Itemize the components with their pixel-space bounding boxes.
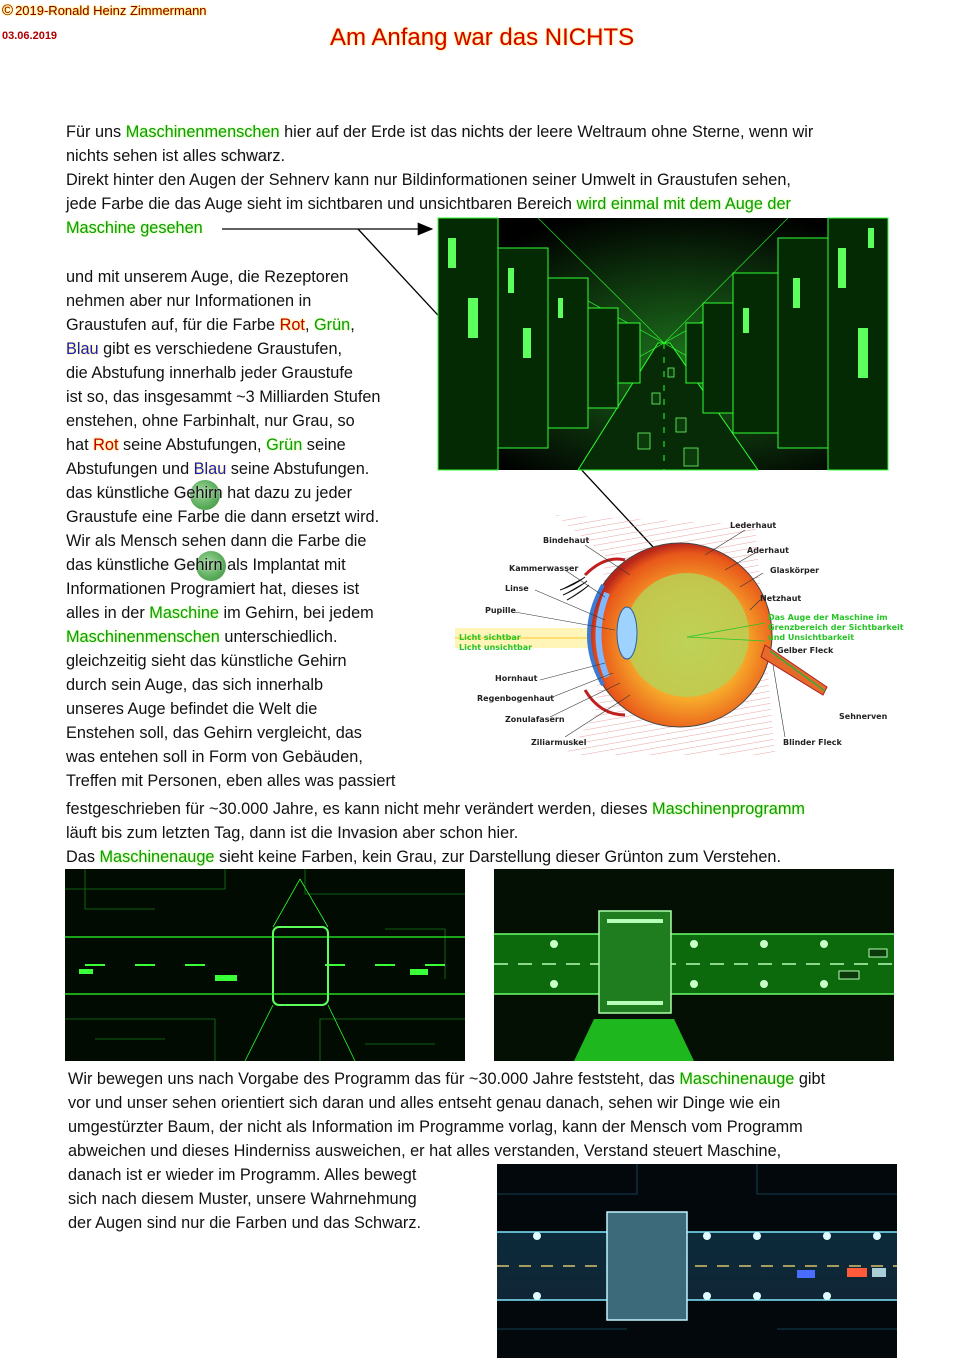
p2-line-10: das künstliche Gehirn hat dazu zu jeder bbox=[66, 484, 353, 502]
p3-line-3: umgestürzter Baum, der nicht als Information im Programme vorlag, kann der Mensch vom Programm bbox=[68, 1118, 803, 1136]
p1-line-3: Direkt hinter den Augen der Sehnerv kann nur Bildinformationen seiner Umwelt in Graustufen sehen, bbox=[66, 171, 791, 189]
p2-line-18: durch sein Auge, das sich innerhalb bbox=[66, 676, 324, 694]
label-blinder-fleck: Blinder Fleck bbox=[783, 738, 842, 747]
p2-line-20: Enstehen soll, das Gehirn vergleicht, das bbox=[66, 724, 362, 742]
p2-line-13: das künstliche Gehirn als Implantat mit bbox=[66, 556, 346, 574]
label-ziliarmuskel: Ziliarmuskel bbox=[531, 738, 587, 747]
p2-line-11: Graustufe eine Farbe die dann ersetzt wird. bbox=[66, 508, 380, 526]
copyright-symbol: © bbox=[2, 2, 14, 19]
label-maschine-2: Grenzbereich der Sichtbarkeit bbox=[768, 623, 904, 632]
neon-road-crossing-image bbox=[494, 869, 894, 1061]
label-pupille: Pupille bbox=[485, 606, 516, 615]
cyan-road-crossing-image bbox=[497, 1164, 897, 1358]
p2-line-8: hat Rot seine Abstufungen, Grün seine bbox=[66, 436, 346, 454]
neon-city-street-image bbox=[438, 218, 888, 470]
label-glaskoerper: Glaskörper bbox=[770, 566, 820, 575]
label-sehnerven: Sehnerven bbox=[839, 712, 888, 721]
copyright-text: 2019-Ronald Heinz Zimmermann bbox=[15, 3, 207, 18]
page-title: Am Anfang war das NICHTS bbox=[330, 24, 635, 51]
p3-line-7: der Augen sind nur die Farben und das Schwarz. bbox=[68, 1214, 421, 1232]
p3-line-1: Wir bewegen uns nach Vorgabe des Programm das für ~30.000 Jahre feststeht, das Maschinenauge gibt bbox=[68, 1070, 826, 1088]
label-licht-sichtbar: Licht sichtbar bbox=[459, 633, 521, 642]
p2-line-14: Informationen Programiert hat, dieses ist bbox=[66, 580, 360, 598]
label-licht-unsichtbar: Licht unsichtbar bbox=[459, 643, 533, 652]
p2-line-21: was entehen soll in Form von Gebäuden, bbox=[66, 748, 363, 766]
p3-line-6: sich nach diesem Muster, unsere Wahrnehmung bbox=[68, 1190, 417, 1208]
p2-line-25: Das Maschinenauge sieht keine Farben, kein Grau, zur Darstellung dieser Grünton zum Verstehen. bbox=[66, 848, 781, 866]
p2-line-5: die Abstufung innerhalb jeder Graustufe bbox=[66, 364, 353, 382]
p2-line-1: und mit unserem Auge, die Rezeptoren bbox=[66, 268, 349, 286]
p3-line-2: vor und unser sehen orientiert sich daran und alles entseht genau danach, sehen wir Dinge wie ein bbox=[68, 1094, 781, 1112]
highlight-schwarz: schwarz. bbox=[220, 147, 286, 165]
p3-line-5: danach ist er wieder im Programm. Alles bewegt bbox=[68, 1166, 417, 1184]
eye-anatomy-diagram bbox=[455, 515, 904, 755]
highlight-maschine-auge: wird einmal mit dem Auge der bbox=[576, 195, 791, 213]
p3-line-4: abweichen und dieses Hinderniss ausweichen, er hat alles verstanden, Verstand steuert Maschine, bbox=[68, 1142, 782, 1160]
label-netzhaut: Netzhaut bbox=[760, 594, 802, 603]
highlight-nichts: nichts bbox=[461, 123, 505, 141]
p1-line-1: Für uns Maschinenmenschen hier auf der Erde ist das nichts der leere Weltraum ohne Sterne, wenn wir bbox=[66, 123, 814, 141]
p2-line-24: läuft bis zum letzten Tag, dann ist die Invasion aber schon hier. bbox=[66, 824, 519, 842]
label-gelber-fleck: Gelber Fleck bbox=[777, 646, 834, 655]
p2-line-2: nehmen aber nur Informationen in bbox=[66, 292, 312, 310]
label-regenbogenhaut: Regenbogenhaut bbox=[477, 694, 555, 703]
p2-line-3: Graustufen auf, für die Farbe Rot, Grün, bbox=[66, 316, 355, 334]
label-bindehaut: Bindehaut bbox=[543, 536, 590, 545]
p2-line-4: Blau gibt es verschiedene Graustufen, bbox=[66, 340, 343, 358]
label-kammerwasser: Kammerwasser bbox=[509, 564, 579, 573]
highlight-maschinenmenschen: Maschinenmenschen bbox=[125, 123, 280, 141]
p2-line-7: enstehen, ohne Farbinhalt, nur Grau, so bbox=[66, 412, 355, 430]
label-hornhaut: Hornhaut bbox=[495, 674, 538, 683]
p2-line-15: alles in der Maschine im Gehirn, bei jedem bbox=[66, 604, 374, 622]
document-date: 03.06.2019 bbox=[2, 30, 58, 42]
label-zonulafasern: Zonulafasern bbox=[505, 715, 565, 724]
p2-line-19: unseres Auge befindet die Welt die bbox=[66, 700, 318, 718]
p2-line-12: Wir als Mensch sehen dann die Farbe die bbox=[66, 532, 367, 550]
label-linse: Linse bbox=[505, 584, 529, 593]
neon-grid-crossing-image bbox=[65, 869, 465, 1061]
p2-line-17: gleichzeitig sieht das künstliche Gehirn bbox=[66, 652, 347, 670]
p2-line-6: ist so, das insgesammt ~3 Milliarden Stufen bbox=[66, 388, 381, 406]
p2-line-22: Treffen mit Personen, eben alles was passiert bbox=[66, 772, 396, 790]
label-maschine-3: und Unsichtbarkeit bbox=[768, 633, 855, 642]
p1-line-2: nichts sehen ist alles schwarz. bbox=[66, 147, 286, 165]
p2-line-16: Maschinenmenschen unterschiedlich. bbox=[66, 628, 338, 646]
p2-line-23: festgeschrieben für ~30.000 Jahre, es kann nicht mehr verändert werden, dieses Maschinenprogramm bbox=[66, 800, 805, 818]
p1-line-4: jede Farbe die das Auge sieht im sichtbaren und unsichtbaren Bereich wird einmal mit dem Auge der bbox=[66, 195, 791, 213]
label-maschine-1: Das Auge der Maschine im bbox=[768, 613, 888, 622]
p2-line-9: Abstufungen und Blau seine Abstufungen. bbox=[66, 460, 370, 478]
p1-line-5: Maschine gesehen bbox=[66, 219, 203, 237]
label-aderhaut: Aderhaut bbox=[747, 546, 789, 555]
label-lederhaut: Lederhaut bbox=[730, 521, 777, 530]
